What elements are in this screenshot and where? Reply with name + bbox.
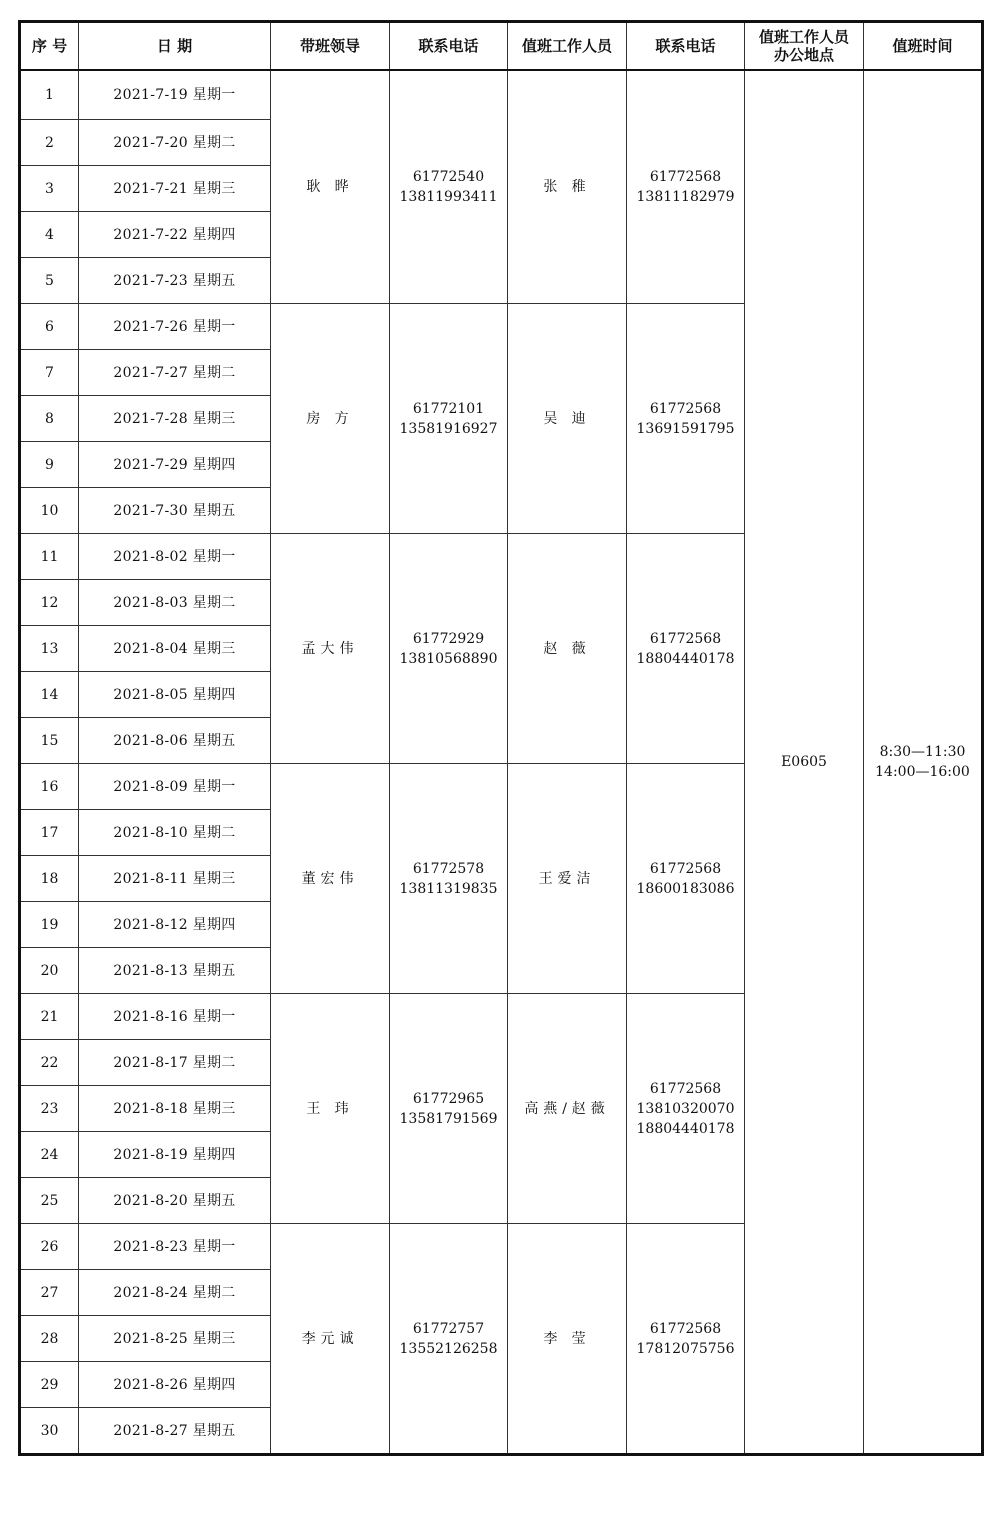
staff-phone (627, 1224, 745, 1455)
staff-phone-line: 61772568 (649, 860, 722, 877)
row-number: 11 (20, 534, 79, 580)
staff-name: 赵 薇 (508, 534, 627, 764)
row-number: 15 (20, 718, 79, 764)
header-no: 序 号 (20, 22, 79, 71)
leader-phone-line: 61772101 (412, 400, 485, 417)
row-number: 28 (20, 1316, 79, 1362)
leader-phone-line: 61772965 (412, 1090, 485, 1107)
row-number: 27 (20, 1270, 79, 1316)
leader-phone (390, 1224, 508, 1455)
row-date: 2021-8-17 星期二 (79, 1040, 271, 1086)
staff-phone-line: 13810320070 (636, 1100, 735, 1117)
row-date: 2021-8-10 星期二 (79, 810, 271, 856)
row-date: 2021-7-23 星期五 (79, 258, 271, 304)
duty-time (864, 70, 983, 1455)
staff-phone-line: 61772568 (649, 630, 722, 647)
leader-phone-line: 61772929 (412, 630, 485, 647)
row-date: 2021-8-25 星期三 (79, 1316, 271, 1362)
row-number: 26 (20, 1224, 79, 1270)
row-date: 2021-7-29 星期四 (79, 442, 271, 488)
staff-name: 高燕/赵薇 (508, 994, 627, 1224)
row-date: 2021-8-04 星期三 (79, 626, 271, 672)
header-row (20, 22, 983, 71)
row-date: 2021-8-02 星期一 (79, 534, 271, 580)
table-row (20, 70, 983, 120)
row-date: 2021-7-28 星期三 (79, 396, 271, 442)
staff-name: 李 莹 (508, 1224, 627, 1455)
staff-name: 王爱洁 (508, 764, 627, 994)
row-number: 17 (20, 810, 79, 856)
header-staff: 值班工作人员 (508, 22, 627, 71)
header-date: 日 期 (79, 22, 271, 71)
leader-name: 耿 晔 (271, 70, 390, 304)
staff-phone-line: 18804440178 (636, 650, 735, 667)
staff-phone-line: 13811182979 (636, 189, 735, 205)
row-number: 13 (20, 626, 79, 672)
row-number: 29 (20, 1362, 79, 1408)
leader-phone (390, 304, 508, 534)
leader-phone-line: 61772578 (412, 860, 485, 877)
row-date: 2021-7-19 星期一 (79, 70, 271, 120)
duty-roster-table (18, 20, 984, 1456)
header-leader: 带班领导 (271, 22, 390, 71)
row-number: 4 (20, 212, 79, 258)
staff-phone-line: 18804440178 (636, 1120, 735, 1137)
row-number: 18 (20, 856, 79, 902)
row-date: 2021-7-30 星期五 (79, 488, 271, 534)
row-number: 9 (20, 442, 79, 488)
header-staff-phone: 联系电话 (627, 22, 745, 71)
row-date: 2021-7-20 星期二 (79, 120, 271, 166)
row-date: 2021-7-26 星期一 (79, 304, 271, 350)
leader-phone-line: 13811993411 (399, 189, 498, 205)
staff-name: 张 稚 (508, 70, 627, 304)
header-office: 值班工作人员 办公地点 (745, 22, 864, 71)
row-date: 2021-8-06 星期五 (79, 718, 271, 764)
leader-phone (390, 994, 508, 1224)
row-date: 2021-8-19 星期四 (79, 1132, 271, 1178)
row-date: 2021-8-18 星期三 (79, 1086, 271, 1132)
row-date: 2021-8-12 星期四 (79, 902, 271, 948)
row-number: 30 (20, 1408, 79, 1455)
row-number: 25 (20, 1178, 79, 1224)
row-date: 2021-8-09 星期一 (79, 764, 271, 810)
row-number: 3 (20, 166, 79, 212)
row-number: 16 (20, 764, 79, 810)
leader-phone-line: 13581791569 (399, 1110, 498, 1127)
row-date: 2021-8-27 星期五 (79, 1408, 271, 1455)
leader-phone-line: 13810568890 (399, 650, 498, 667)
row-date: 2021-8-13 星期五 (79, 948, 271, 994)
row-number: 14 (20, 672, 79, 718)
leader-phone-line: 13552126258 (399, 1340, 498, 1357)
leader-phone-line: 61772540 (412, 169, 485, 185)
row-date: 2021-8-16 星期一 (79, 994, 271, 1040)
row-date: 2021-8-20 星期五 (79, 1178, 271, 1224)
row-number: 10 (20, 488, 79, 534)
staff-phone (627, 534, 745, 764)
row-date: 2021-8-11 星期三 (79, 856, 271, 902)
row-date: 2021-8-24 星期二 (79, 1270, 271, 1316)
row-date: 2021-8-23 星期一 (79, 1224, 271, 1270)
staff-phone-line: 18600183086 (636, 880, 735, 897)
leader-name: 董宏伟 (271, 764, 390, 994)
row-number: 20 (20, 948, 79, 994)
row-number: 23 (20, 1086, 79, 1132)
row-date: 2021-7-27 星期二 (79, 350, 271, 396)
leader-name: 李元诚 (271, 1224, 390, 1455)
row-number: 22 (20, 1040, 79, 1086)
row-number: 19 (20, 902, 79, 948)
leader-phone (390, 534, 508, 764)
row-date: 2021-7-21 星期三 (79, 166, 271, 212)
leader-name: 房 方 (271, 304, 390, 534)
leader-phone-line: 13811319835 (399, 880, 498, 897)
leader-name: 孟大伟 (271, 534, 390, 764)
leader-phone (390, 70, 508, 304)
staff-phone-line: 61772568 (649, 400, 722, 417)
header-time: 值班时间 (864, 22, 983, 71)
row-number: 8 (20, 396, 79, 442)
row-date: 2021-7-22 星期四 (79, 212, 271, 258)
row-number: 7 (20, 350, 79, 396)
row-number: 12 (20, 580, 79, 626)
row-date: 2021-8-05 星期四 (79, 672, 271, 718)
row-number: 21 (20, 994, 79, 1040)
row-number: 5 (20, 258, 79, 304)
row-number: 6 (20, 304, 79, 350)
row-date: 2021-8-03 星期二 (79, 580, 271, 626)
header-leader-phone: 联系电话 (390, 22, 508, 71)
row-number: 2 (20, 120, 79, 166)
row-number: 24 (20, 1132, 79, 1178)
staff-phone (627, 994, 745, 1224)
leader-name: 王 玮 (271, 994, 390, 1224)
staff-phone (627, 304, 745, 534)
staff-phone (627, 764, 745, 994)
leader-phone-line: 61772757 (412, 1320, 485, 1337)
roster-body (20, 70, 983, 1455)
leader-phone (390, 764, 508, 994)
row-number: 1 (20, 70, 79, 120)
staff-phone-line: 61772568 (649, 1080, 722, 1097)
staff-phone-line: 13691591795 (636, 420, 735, 437)
duty-time-line: 14:00—16:00 (875, 764, 970, 780)
leader-phone-line: 13581916927 (399, 420, 498, 437)
staff-phone-line: 61772568 (649, 1320, 722, 1337)
staff-name: 吴 迪 (508, 304, 627, 534)
staff-phone-line: 17812075756 (636, 1340, 735, 1357)
row-date: 2021-8-26 星期四 (79, 1362, 271, 1408)
office-location: E0605 (745, 70, 864, 1455)
staff-phone-line: 61772568 (649, 169, 722, 185)
staff-phone (627, 70, 745, 304)
duty-time-line: 8:30—11:30 (879, 744, 966, 760)
